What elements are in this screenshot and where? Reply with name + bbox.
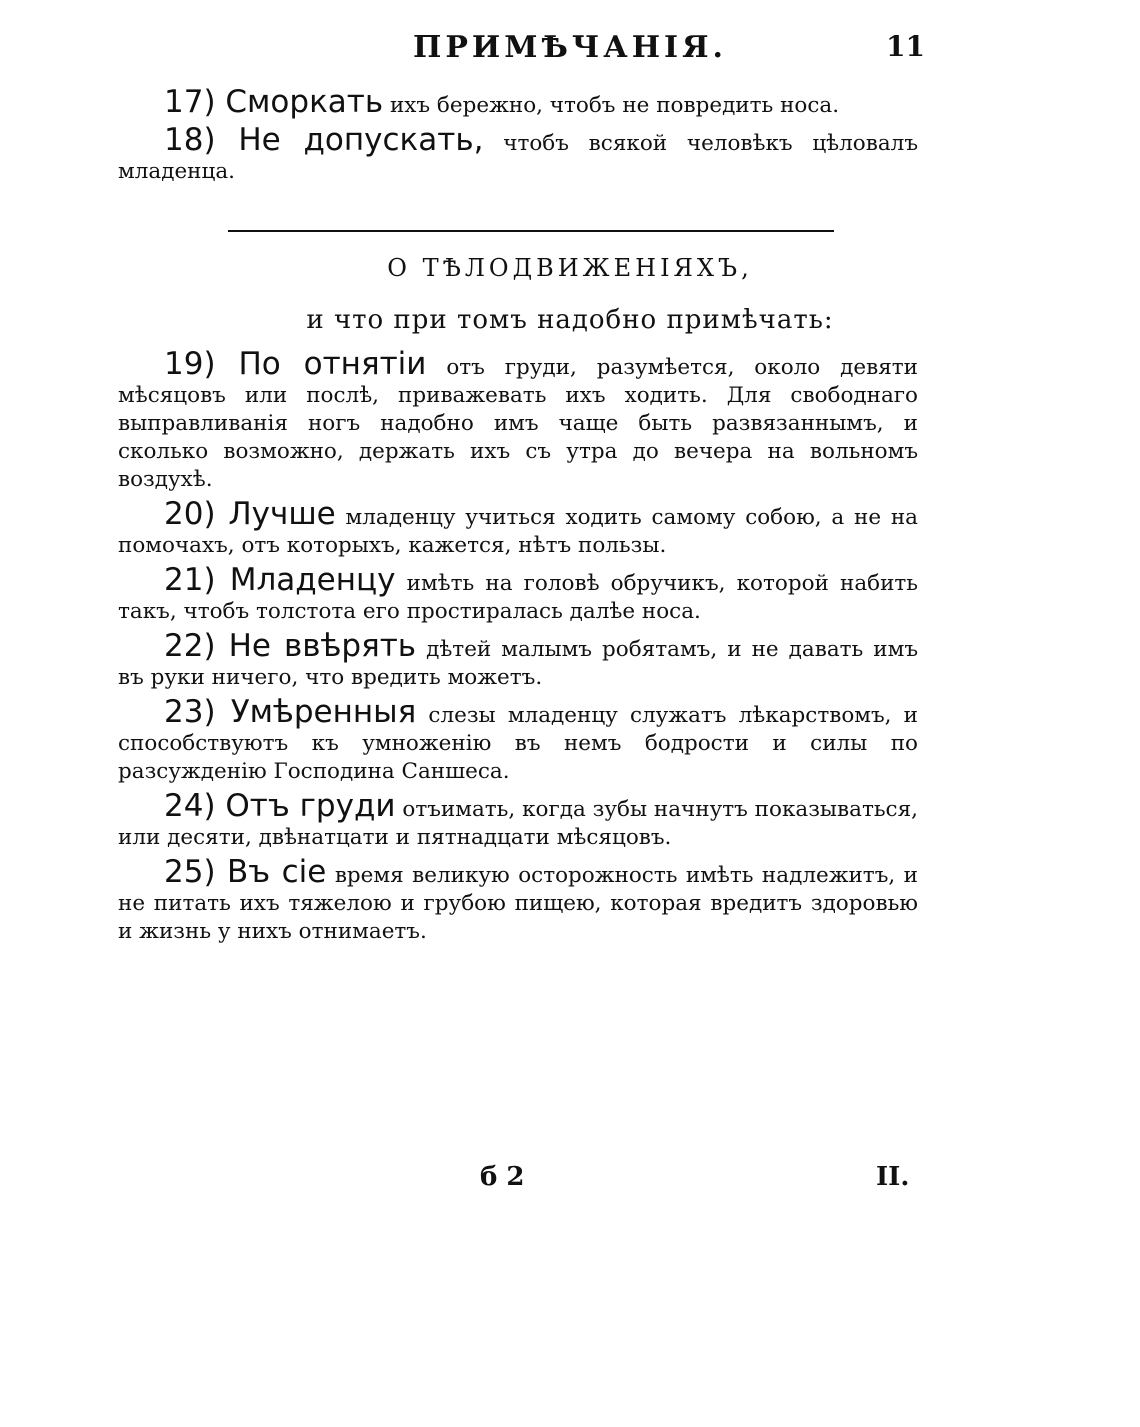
note-body: имѣть на головѣ обручикъ, которой набить такъ, чтобъ толстота его простиралась далѣе носа.: [118, 571, 919, 624]
note-17: [118, 84, 918, 120]
note-lead: 22) Не ввѣрять: [164, 628, 417, 664]
note-lead: 24) Отъ груди: [164, 788, 396, 824]
note-25: [118, 854, 918, 946]
note-24: [118, 788, 918, 852]
section-subtitle: и что при томъ надобно примѣчать:: [306, 305, 834, 335]
main-notes: [118, 346, 919, 952]
note-22: [118, 628, 919, 692]
section-divider: [228, 230, 834, 232]
section-title: О ТѢЛОДВИЖЕНІЯХЪ,: [387, 254, 753, 282]
page-number: 11: [886, 30, 925, 63]
note-lead: 21) Младенцу: [164, 562, 396, 598]
note-body: время великую осторожность имѣть надлежитъ, и не питать ихъ тяжелою и грубою пищею, которая вредитъ здоровью и жизнь у нихъ отнимаетъ.: [118, 863, 918, 944]
note-lead: 25) Въ сіе: [164, 854, 327, 890]
note-lead: 20) Лучше: [164, 496, 336, 532]
note-body: слезы младенцу служатъ лѣкарствомъ, и способствуютъ къ умноженію въ немъ бодрости и силы по разсужденію Господина Саншеса.: [118, 703, 918, 784]
note-21: [118, 562, 919, 626]
signature-mark: б 2: [480, 1162, 525, 1192]
note-lead: 17) Сморкать: [164, 84, 384, 120]
note-body: чтобъ всякой человѣкъ цѣловалъ младенца.: [118, 131, 919, 184]
note-body: ихъ бережно, чтобъ не повредить носа.: [383, 93, 840, 118]
running-head: ПРИМѢЧАНІЯ.: [413, 30, 727, 65]
note-lead: 18) Не допускать,: [164, 122, 484, 158]
note-lead: 19) По отнятіи: [164, 346, 427, 382]
note-23: [118, 694, 918, 786]
note-20: [118, 496, 918, 560]
note-19: [118, 346, 918, 494]
catchword: II.: [876, 1162, 910, 1192]
note-body: отъимать, когда зубы начнутъ показываться, или десяти, двѣнатцати и пятнадцати мѣсяцовъ.: [118, 797, 918, 850]
note-lead: 23) Умѣренныя: [164, 694, 417, 730]
note-body: младенцу учиться ходить самому собою, а не на помочахъ, отъ которыхъ, кажется, нѣтъ пользы.: [118, 505, 918, 558]
note-body: отъ груди, разумѣется, около девяти мѣсяцовъ или послѣ, приважевать ихъ ходить. Для свободнаго выправливанія ногъ надобно имъ чаще быть развязаннымъ, и сколько возможно, держать ихъ съ утра до вечера на вольномъ воздухѣ.: [118, 355, 918, 492]
note-18: [118, 122, 919, 186]
top-notes: [118, 84, 919, 192]
note-body: дѣтей малымъ робятамъ, и не давать имъ въ руки ничего, что вредить можетъ.: [118, 637, 919, 690]
